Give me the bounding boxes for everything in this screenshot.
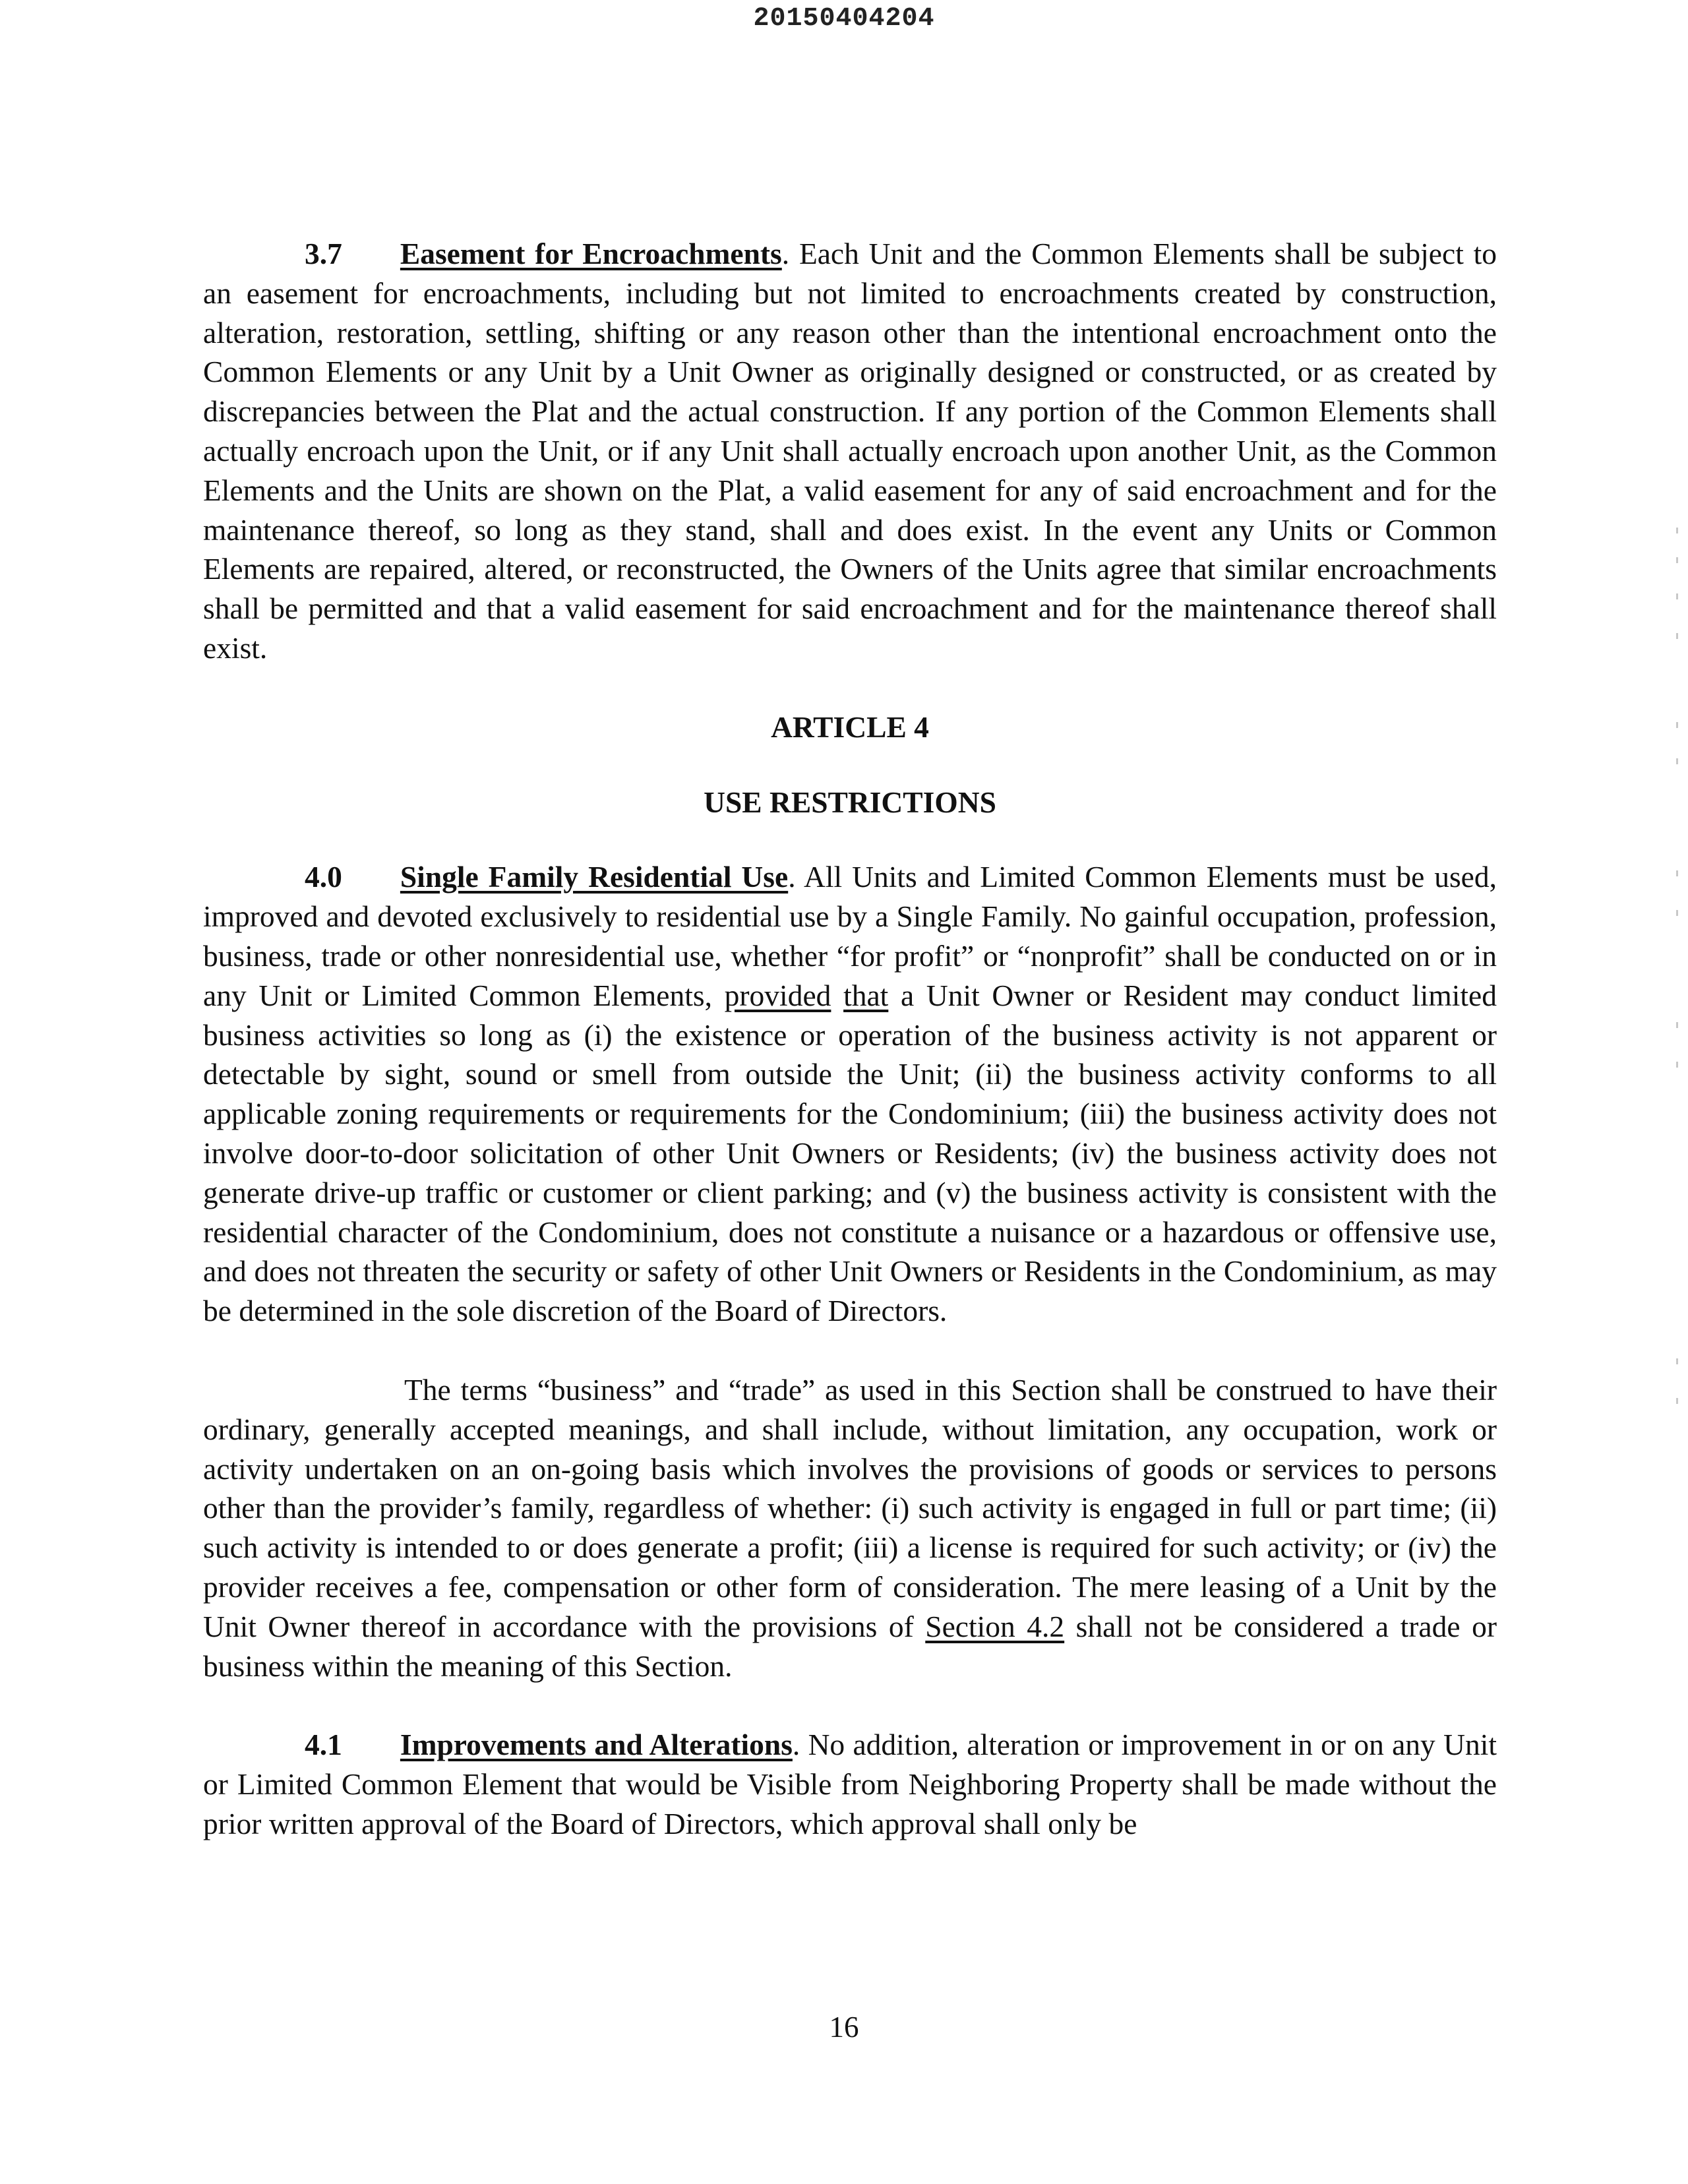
section-3-7-title: Easement for Encroachments [400, 237, 782, 270]
section-4-0-text-after: a Unit Owner or Resident may conduct limited business activities so long as (i) the existence or operation of the business activity is not apparent or detectable by sight, sound or smell from outside the Unit; (ii) the business activity conforms to all applicable zoning requirements or requirements for the Condominium; (iii) the business activity does not involve door-to-door solicitation of other Unit Owners or Residents; (iv) the business activity does not generate drive-up traffic or customer or client parking; and (v) the business activity is consistent with the residential character of the Condominium, does not constitute a nuisance or a hazardous or offensive use, and does not threaten the security or safety of other Unit Owners or Residents in the Condominium, as may be determined in the sole discretion of the Board of Directors. [203, 978, 1497, 1328]
document-body [203, 234, 1497, 1844]
section-4-1-text: . No addition, alteration or improvement in or on any Unit or Limited Common Element that would be Visible from Neighboring Property shall be made without the prior written approval of the Board of Directors, which approval shall only be [203, 1728, 1497, 1840]
margin-scan-mark [1676, 870, 1678, 876]
section-4-1-number: 4.1 [305, 1728, 342, 1762]
margin-scan-mark [1676, 910, 1678, 916]
section-4-0-space [831, 979, 843, 1012]
article-4-label: ARTICLE 4 [771, 710, 929, 744]
margin-scan-mark [1676, 633, 1678, 639]
margin-scan-mark [1676, 528, 1678, 533]
margin-scan-mark [1676, 1398, 1678, 1404]
business-terms-text-after: shall not be considered a trade or business within the meaning of this Section. [203, 1609, 1497, 1683]
section-4-0-title: Single Family Residential Use [400, 860, 789, 894]
margin-scan-mark [1676, 1062, 1678, 1068]
that-term: that [843, 978, 889, 1012]
section-4-0-text-before: . All Units and Limited Common Elements must be used, improved and devoted exclusively to residential use by a Single Family. No gainful occupation, profession, business, trade or other nonresidential use, whether “for profit” or “nonprofit” shall be conducted on or in any Unit or Limited Common Elements, [203, 860, 1497, 1012]
business-terms-paragraph [203, 1370, 1497, 1685]
margin-scan-mark [1676, 593, 1678, 599]
section-3-7-paragraph [203, 234, 1497, 668]
section-4-0-number: 4.0 [305, 860, 342, 894]
recording-number: 20150404204 [753, 4, 935, 34]
section-4-0-paragraph [203, 857, 1497, 1331]
margin-scan-mark [1676, 758, 1678, 764]
margin-scan-mark [1676, 1022, 1678, 1028]
business-terms-text-before: The terms “business” and “trade” as used in this Section shall be construed to have their ordinary, generally accepted meanings, and shall include, without limitation, any occupation, work or activity undertaken on an on-going basis which involves the provisions of goods or services to persons other than the provider’s family, regardless of whether: (i) such activity is engaged in full or part time; (ii) such activity is intended to or does generate a profit; (iii) a license is required for such activity; or (iv) the provider receives a fee, compensation or other form of consideration. The mere leasing of a Unit by the Unit Owner thereof in accordance with the provisions of [203, 1372, 1497, 1643]
page-number: 16 [829, 2011, 859, 2044]
margin-scan-mark [1676, 557, 1678, 563]
margin-scan-mark [1676, 722, 1678, 728]
margin-scan-mark [1676, 1358, 1678, 1364]
section-4-1-title: Improvements and Alterations [400, 1728, 793, 1762]
section-4-2-reference: Section 4.2 [925, 1609, 1065, 1643]
provided-term: provided [724, 978, 831, 1012]
article-4-title: USE RESTRICTIONS [704, 785, 996, 819]
section-4-1-paragraph [203, 1725, 1497, 1843]
section-3-7-text: . Each Unit and the Common Elements shall be subject to an easement for encroachments, including but not limited to encroachments created by construction, alteration, restoration, settling, shifting or any reason other than the intentional encroachment onto the Common Elements or any Unit by a Unit Owner as originally designed or constructed, or as created by discrepancies between the Plat and the actual construction. If any portion of the Common Elements shall actually encroach upon the Unit, or if any Unit shall actually encroach upon another Unit, as the Common Elements and the Units are shown on the Plat, a valid easement for any of said encroachment and for the maintenance thereof, so long as they stand, shall and does exist. In the event any Units or Common Elements are repaired, altered, or reconstructed, the Owners of the Units agree that similar encroachments shall be permitted and that a valid easement for said encroachment and for the maintenance thereof shall exist. [203, 237, 1497, 665]
section-3-7-number: 3.7 [305, 237, 342, 270]
